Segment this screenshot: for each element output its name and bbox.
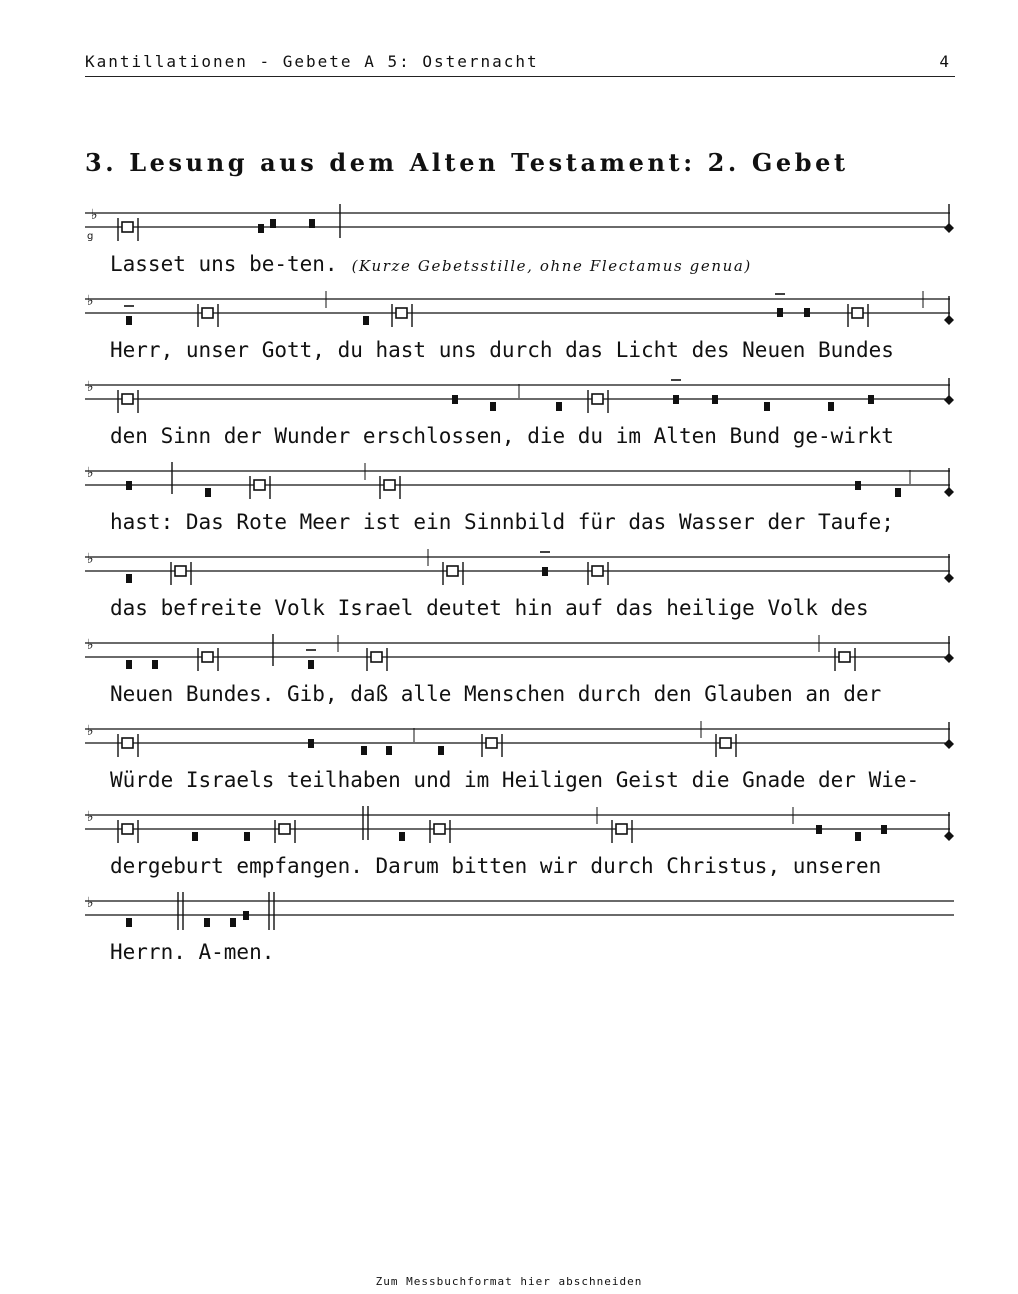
page-number: 4 <box>939 52 951 71</box>
chant-staff-6 <box>80 638 960 678</box>
rubric-note: (Kurze Gebetsstille, ohne Flectamus genua) <box>351 257 752 275</box>
chant-staff-4 <box>80 466 960 506</box>
header-title: Kantillationen - Gebete A 5: Osternacht <box>85 52 539 71</box>
svg-text:♭: ♭ <box>87 809 94 825</box>
svg-text:♭: ♭ <box>91 207 98 223</box>
chant-staff-1 <box>80 208 960 248</box>
svg-text:♭: ♭ <box>87 551 94 567</box>
svg-text:♭: ♭ <box>87 379 94 395</box>
running-header <box>85 50 955 77</box>
lyric-line-1 <box>110 252 752 276</box>
lyric-line-4: hast: Das Rote Meer ist ein Sinnbild für das Wasser der Taufe; <box>110 510 894 534</box>
lyric-line-9: Herrn. A-men. <box>110 940 275 964</box>
svg-text:♭: ♭ <box>87 465 94 481</box>
lyric-line-3: den Sinn der Wunder erschlossen, die du im Alten Bund ge-wirkt <box>110 424 894 448</box>
lyric-line-8: dergeburt empfangen. Darum bitten wir durch Christus, unseren <box>110 854 882 878</box>
cut-line-note: Zum Messbuchformat hier abschneiden <box>375 1275 643 1288</box>
svg-text:♭: ♭ <box>87 895 94 911</box>
lyric-line-5: das befreite Volk Israel deutet hin auf das heilige Volk des <box>110 596 869 620</box>
svg-text:♭: ♭ <box>87 637 94 653</box>
svg-text:♭: ♭ <box>87 293 94 309</box>
section-title: 3. Lesung aus dem Alten Testament: 2. Gebet <box>85 148 849 177</box>
svg-text:g: g <box>87 231 94 242</box>
lyric-line-7: Würde Israels teilhaben und im Heiligen Geist die Gnade der Wie- <box>110 768 920 792</box>
chant-staff-7 <box>80 724 960 764</box>
chant-staff-2 <box>80 294 960 334</box>
chant-staff-8 <box>80 810 960 850</box>
chant-staff-9 <box>80 896 960 936</box>
lyric-text: Lasset uns be-ten. <box>110 252 338 276</box>
svg-text:♭: ♭ <box>87 723 94 739</box>
chant-staff-3 <box>80 380 960 420</box>
lyric-line-6: Neuen Bundes. Gib, daß alle Menschen durch den Glauben an der <box>110 682 882 706</box>
chant-staff-5 <box>80 552 960 592</box>
lyric-line-2: Herr, unser Gott, du hast uns durch das Licht des Neuen Bundes <box>110 338 894 362</box>
